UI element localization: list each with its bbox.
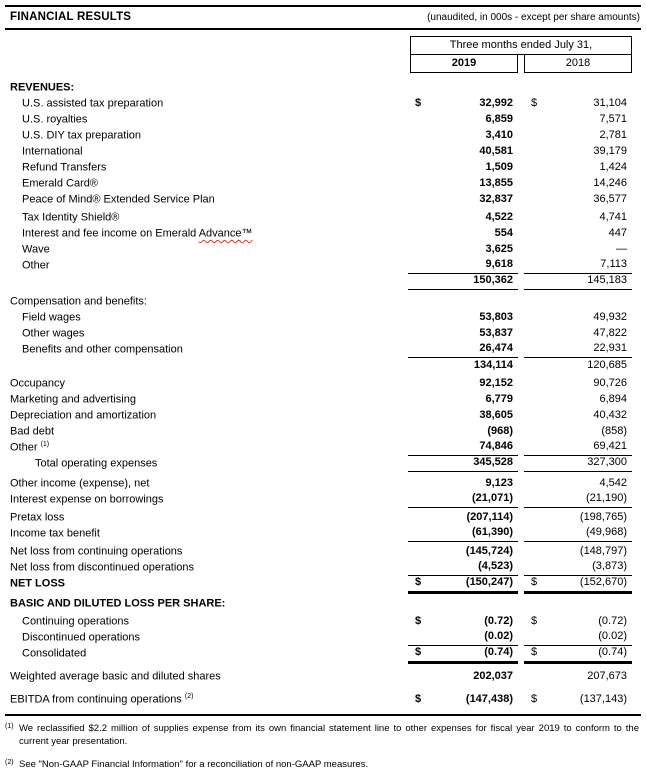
amount: 6,894 [599, 393, 627, 405]
row-label-text: Other [22, 260, 50, 272]
table-row [5, 274, 641, 290]
column-header-2018: 2018 [524, 54, 632, 73]
value-2018 [524, 160, 632, 176]
value-2018 [524, 492, 632, 508]
amount: (145,724) [465, 545, 513, 557]
table-row [5, 669, 641, 685]
amount: 4,522 [485, 211, 513, 223]
row-label [5, 689, 408, 708]
value-2019 [408, 144, 518, 160]
table-row [5, 646, 641, 662]
row-label-text: Weighted average basic and diluted shares [10, 671, 221, 683]
value-2019 [408, 274, 518, 290]
value-2019 [408, 392, 518, 408]
amount: 150,362 [473, 274, 513, 286]
amount: 2,781 [599, 129, 627, 141]
row-label-text: Bad debt [10, 426, 55, 438]
row-label [5, 255, 408, 274]
amount: 9,123 [485, 477, 513, 489]
value-2018 [524, 358, 632, 374]
amount: 145,183 [587, 274, 627, 286]
amount: 14,246 [593, 177, 627, 189]
row-label-text: Consolidated [22, 648, 87, 660]
amount: (0.02) [598, 630, 627, 642]
sheet-header [5, 5, 641, 30]
dollar-sign: $ [531, 693, 538, 705]
amount: (0.74) [598, 646, 627, 658]
value-2019 [408, 176, 518, 192]
table-row [5, 358, 641, 374]
statement-rows [5, 80, 641, 708]
value-2018 [524, 112, 632, 128]
value-2019 [408, 258, 518, 274]
row-label-text: Net loss from discontinued operations [10, 562, 195, 574]
value-2019 [408, 669, 518, 685]
row-label-text: Compensation and benefits: [10, 296, 147, 308]
footnote-number: (2) [5, 759, 14, 766]
amount: (0.74) [484, 646, 513, 658]
value-2018 [524, 80, 632, 96]
amount: 13,855 [479, 177, 513, 189]
amount: 90,726 [593, 377, 627, 389]
row-label [5, 489, 408, 508]
row-label [5, 643, 408, 662]
value-2018 [524, 669, 632, 685]
value-2018 [524, 576, 632, 592]
dollar-sign: $ [415, 576, 422, 588]
value-2018 [524, 294, 632, 310]
amount: 53,803 [479, 311, 513, 323]
value-2019 [408, 596, 518, 612]
value-2018 [524, 476, 632, 492]
amount: 74,846 [479, 440, 513, 452]
amount: 327,300 [587, 456, 627, 468]
amount: 39,179 [593, 145, 627, 157]
amount: 1,509 [485, 161, 513, 173]
value-2018 [524, 526, 632, 542]
row-label-text: Interest expense on borrowings [10, 494, 164, 506]
table-row [5, 258, 641, 274]
row-label-text: U.S. DIY tax preparation [22, 130, 142, 142]
amount: 120,685 [587, 359, 627, 371]
row-label [5, 593, 408, 612]
amount: 26,474 [479, 342, 513, 354]
value-2019 [408, 424, 518, 440]
table-row [5, 692, 641, 708]
value-2019 [408, 440, 518, 456]
value-2019 [408, 526, 518, 542]
value-2019 [408, 376, 518, 392]
amount: 554 [494, 227, 513, 239]
dollar-sign: $ [531, 615, 538, 627]
value-2019 [408, 408, 518, 424]
amount: (4,523) [478, 560, 513, 572]
value-2018 [524, 144, 632, 160]
value-2019 [408, 294, 518, 310]
amount: (148,797) [579, 545, 627, 557]
amount: 47,822 [593, 327, 627, 339]
value-2019 [408, 310, 518, 326]
year-header-row [410, 54, 632, 73]
amount: 4,542 [599, 477, 627, 489]
row-label-text: Marketing and advertising [10, 394, 136, 406]
row-label-text: Discontinued operations [22, 632, 141, 644]
value-2018 [524, 440, 632, 456]
amount: 69,421 [593, 440, 627, 452]
dollar-sign: $ [415, 646, 422, 658]
amount: 32,992 [479, 97, 513, 109]
dollar-sign: $ [531, 97, 538, 109]
amount: (21,190) [586, 492, 627, 504]
amount: (0.72) [484, 615, 513, 627]
footnote-marker: (1) [40, 441, 50, 449]
dollar-sign: $ [415, 615, 422, 627]
value-2018 [524, 408, 632, 424]
value-2019 [408, 128, 518, 144]
value-2018 [524, 96, 632, 112]
value-2019 [408, 242, 518, 258]
row-label-text: Wave [22, 244, 50, 256]
column-header-2019: 2019 [410, 54, 518, 73]
footnote [5, 722, 641, 748]
table-row [5, 492, 641, 508]
amount: 6,859 [485, 113, 513, 125]
value-2018 [524, 210, 632, 226]
value-2019 [408, 544, 518, 560]
value-2018 [524, 692, 632, 708]
row-label-text: Field wages [22, 312, 81, 324]
value-2018 [524, 560, 632, 576]
value-2019 [408, 210, 518, 226]
amount: 49,932 [593, 311, 627, 323]
value-2019 [408, 326, 518, 342]
row-label-text: Income tax benefit [10, 528, 100, 540]
amount: 22,931 [593, 342, 627, 354]
amount: 7,113 [600, 258, 627, 270]
amount: 40,581 [479, 145, 513, 157]
page-title: FINANCIAL RESULTS [10, 11, 132, 23]
row-label [5, 453, 408, 472]
amount: (21,071) [472, 492, 513, 504]
dollar-sign: $ [531, 646, 538, 658]
dollar-sign: $ [531, 576, 538, 588]
value-2018 [524, 274, 632, 290]
amount: (0.72) [598, 615, 627, 627]
period-header: Three months ended July 31, [410, 36, 632, 55]
amount: 92,152 [479, 377, 513, 389]
row-label-text: Continuing operations [22, 616, 130, 628]
row-label-text: U.S. assisted tax preparation [22, 98, 164, 110]
value-2019 [408, 112, 518, 128]
value-2018 [524, 326, 632, 342]
amount: 1,424 [599, 161, 627, 173]
dollar-sign: $ [415, 97, 422, 109]
row-label-text: NET LOSS [10, 578, 66, 590]
row-label-text: Peace of Mind® Extended Service Plan [22, 194, 215, 206]
value-2018 [524, 544, 632, 560]
value-2018 [524, 176, 632, 192]
value-2019 [408, 160, 518, 176]
amount: (207,114) [466, 511, 513, 523]
value-2018 [524, 614, 632, 630]
value-2018 [524, 424, 632, 440]
value-2019 [408, 510, 518, 526]
value-2019 [408, 576, 518, 592]
row-label [5, 189, 408, 208]
footnote-text: See "Non-GAAP Financial Information" for a reconciliation of non-GAAP measures. [19, 759, 369, 770]
value-2018 [524, 242, 632, 258]
table-row [5, 192, 641, 208]
row-label [5, 573, 408, 592]
amount: 207,673 [587, 670, 627, 682]
amount: 6,779 [485, 393, 513, 405]
table-row [5, 342, 641, 358]
row-label-text: Emerald Card® [22, 178, 98, 190]
value-2019 [408, 96, 518, 112]
value-2018 [524, 596, 632, 612]
row-label-text: Benefits and other compensation [22, 344, 183, 356]
amount: 36,577 [593, 193, 627, 205]
value-2018 [524, 392, 632, 408]
value-2019 [408, 80, 518, 96]
amount: (968) [487, 425, 513, 437]
footnote [5, 758, 641, 771]
value-2019 [408, 692, 518, 708]
amount: 134,114 [473, 359, 513, 371]
footnotes [5, 722, 641, 771]
row-label-text: BASIC AND DILUTED LOSS PER SHARE: [10, 598, 226, 610]
amount: (49,968) [586, 526, 627, 538]
amount: (147,438) [465, 693, 513, 705]
value-2019 [408, 358, 518, 374]
value-2019 [408, 192, 518, 208]
value-2019 [408, 492, 518, 508]
amount: (152,670) [579, 576, 627, 588]
row-label [5, 339, 408, 358]
row-label-text: Pretax loss [10, 512, 65, 524]
amount: 53,837 [479, 327, 513, 339]
table-row [5, 576, 641, 592]
footnote-marker: (2) [184, 693, 194, 701]
amount: 7,571 [599, 113, 627, 125]
row-label-text: Refund Transfers [22, 162, 107, 174]
amount: (150,247) [465, 576, 513, 588]
value-2018 [524, 128, 632, 144]
value-2019 [408, 226, 518, 242]
amount: (0.02) [484, 630, 513, 642]
value-2018 [524, 310, 632, 326]
amount: 38,605 [479, 409, 513, 421]
amount: 202,037 [473, 670, 513, 682]
row-label-text: Other income (expense), net [10, 478, 150, 490]
amount: 3,625 [485, 243, 513, 255]
table-row [5, 456, 641, 472]
value-2019 [408, 342, 518, 358]
row-label-text: Total operating expenses [35, 458, 158, 470]
amount: 345,528 [473, 456, 513, 468]
amount: 9,618 [485, 258, 513, 270]
value-2018 [524, 342, 632, 358]
value-2019 [408, 646, 518, 662]
amount: (137,143) [579, 693, 627, 705]
amount: (198,765) [579, 511, 627, 523]
amount: — [616, 243, 627, 255]
value-2019 [408, 614, 518, 630]
row-label [5, 666, 408, 685]
amount: (61,390) [472, 526, 513, 538]
value-2019 [408, 476, 518, 492]
amount: (858) [601, 425, 627, 437]
row-label-text: International [22, 146, 83, 158]
amount: (3,873) [592, 560, 627, 572]
value-2018 [524, 630, 632, 646]
row-label-text: Net loss from continuing operations [10, 546, 183, 558]
row-label-text: Other [10, 442, 41, 454]
dollar-sign: $ [415, 693, 422, 705]
amount: 31,104 [593, 97, 627, 109]
amount: 3,410 [485, 129, 513, 141]
amount: 4,741 [599, 211, 627, 223]
row-label-text: Other wages [22, 328, 85, 340]
table-row [5, 526, 641, 542]
amount: 40,432 [593, 409, 627, 421]
row-label-text: Depreciation and amortization [10, 410, 157, 422]
amount: 32,837 [479, 193, 513, 205]
row-label-text: Interest and fee income on Emerald [22, 228, 199, 240]
row-label-text: EBITDA from continuing operations [10, 694, 185, 706]
footnote-text: We reclassified $2.2 million of supplies expense from its own financial statement line to other expenses for fiscal year 2019 to conform to the current year presentation. [19, 723, 639, 747]
value-2018 [524, 456, 632, 472]
spellcheck-underlined-text: Advance™ [198, 228, 253, 240]
value-2018 [524, 258, 632, 274]
value-2018 [524, 510, 632, 526]
table-bottom-rule [5, 714, 641, 716]
value-2018 [524, 192, 632, 208]
amount: 447 [608, 227, 627, 239]
value-2019 [408, 560, 518, 576]
value-2019 [408, 456, 518, 472]
row-label-text: Occupancy [10, 378, 66, 390]
row-label [5, 523, 408, 542]
footnote-number: (1) [5, 723, 14, 730]
row-label-text: Tax Identity Shield® [22, 212, 120, 224]
value-2019 [408, 630, 518, 646]
value-2018 [524, 226, 632, 242]
value-2018 [524, 376, 632, 392]
unaudited-note: (unaudited, in 000s - except per share amounts) [427, 12, 640, 23]
table-row [5, 596, 641, 612]
value-2018 [524, 646, 632, 662]
row-label-text: U.S. royalties [22, 114, 88, 126]
row-label-text: REVENUES: [10, 82, 75, 94]
